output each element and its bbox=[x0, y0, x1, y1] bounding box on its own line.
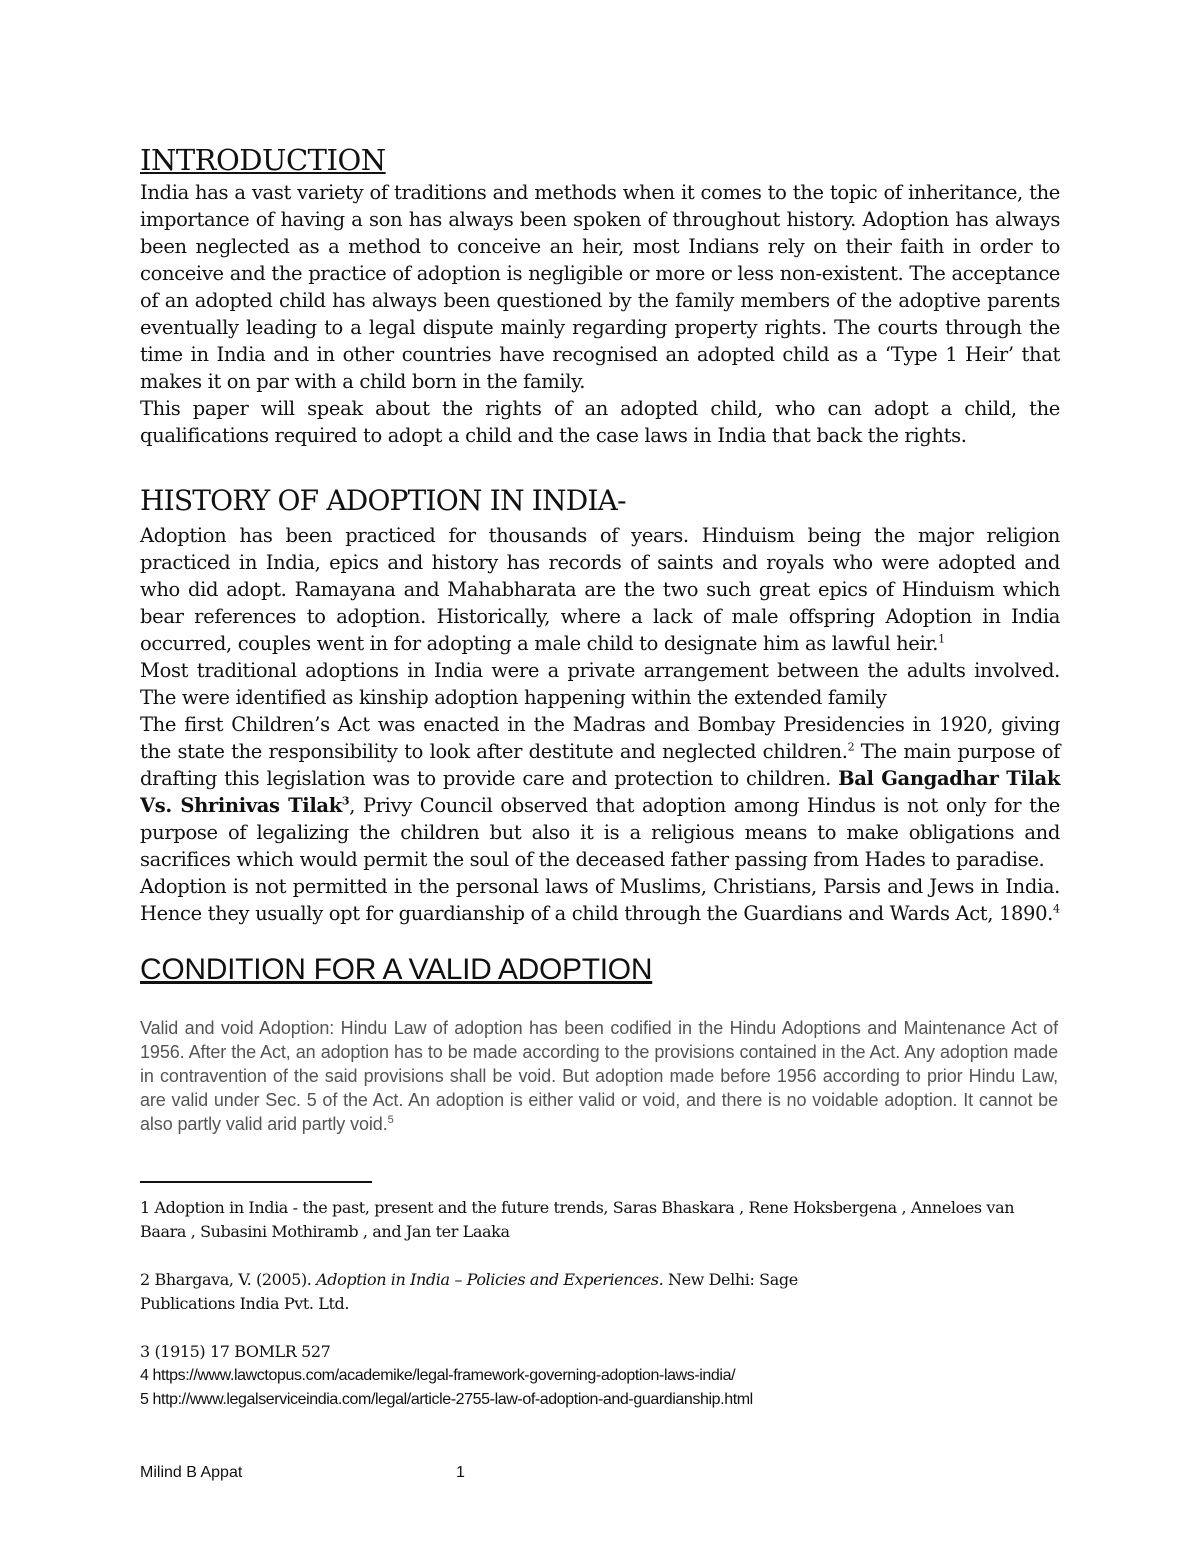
introduction-heading: INTRODUCTION bbox=[140, 143, 386, 177]
footer-author: Milind B Appat bbox=[140, 1464, 243, 1481]
footnote-1: 1 Adoption in India - the past, present and the future trends, Saras Bhaskara , Rene Hoksbergena , Anneloes van Baara , Subasini Mothiramb , and Jan ter Laaka bbox=[140, 1198, 1015, 1241]
footnote-2-line-1 bbox=[140, 1268, 1060, 1292]
footnote-3: 3 (1915) 17 BOMLR 527 bbox=[140, 1342, 331, 1361]
footnote-2-publisher: New Delhi: Sage bbox=[663, 1270, 798, 1289]
footnote-ref-5: 5 bbox=[387, 1114, 394, 1126]
condition-heading: CONDITION FOR A VALID ADOPTION bbox=[140, 953, 653, 986]
footnote-5[interactable]: 5 http://www.legalserviceindia.com/legal/article-2755-law-of-adoption-and-guardianship.html bbox=[140, 1391, 753, 1408]
footnote-4[interactable]: 4 https://www.lawctopus.com/academike/legal-framework-governing-adoption-laws-india/ bbox=[140, 1367, 736, 1384]
footnote-2-title: Adoption in India – Policies and Experiences. bbox=[316, 1270, 664, 1289]
footnote-ref-1: 1 bbox=[938, 632, 945, 646]
history-paragraph-4 bbox=[140, 873, 1060, 927]
footnote-2 bbox=[140, 1268, 1060, 1316]
history-paragraph-3 bbox=[140, 711, 1060, 873]
footnote-ref-4: 4 bbox=[1053, 902, 1060, 916]
history-paragraph-1-text: Adoption has been practiced for thousands of years. Hinduism being the major religion practiced in India, epics and history has records of saints and royals who were adopted and who did adopt. Ramayana and Mahabharata are the two such great epics of Hinduism which bear references to adoption. Historically, where a lack of male offspring Adoption in India occurred, couples went in for adopting a male child to designate him as lawful heir. bbox=[140, 524, 1060, 655]
footnote-ref-3: 3 bbox=[341, 794, 350, 808]
footnote-2-line-2: Publications India Pvt. Ltd. bbox=[140, 1294, 350, 1313]
history-body bbox=[140, 522, 1060, 927]
footnote-separator bbox=[140, 1181, 372, 1183]
introduction-paragraph-1: India has a vast variety of traditions and methods when it comes to the topic of inheritance, the importance of having a son has always been spoken of throughout history. Adoption has always been neglected as a method to conceive an heir, most Indians rely on their faith in order to conceive and the practice of adoption is negligible or more or less non-existent. The acceptance of an adopted child has always been questioned by the family members of the adoptive parents eventually leading to a legal dispute mainly regarding property rights. The courts through the time in India and in other countries have recognised an adopted child as a ‘Type 1 Heir’ that makes it on par with a child born in the family. bbox=[140, 181, 1060, 393]
history-paragraph-3-text-c: , Privy Council observed that adoption among Hindus is not only for the purpose of legalizing the children but also it is a religious means to make obligations and sacrifices which would permit the soul of the deceased father passing from Hades to paradise. bbox=[140, 794, 1060, 871]
footnote-2-author: 2 Bhargava, V. (2005). bbox=[140, 1270, 317, 1289]
history-paragraph-4-text: Adoption is not permitted in the personal laws of Muslims, Christians, Parsis and Jews in India. Hence they usually opt for guardianship of a child through the Guardians and Wards Act, 1890. bbox=[140, 875, 1060, 925]
case-name: Bal Gangadhar Tilak Vs. Shrinivas Tilak bbox=[140, 767, 1060, 817]
footnote-ref-2: 2 bbox=[847, 740, 855, 754]
history-paragraph-3-text-b: The main purpose of drafting this legislation was to provide care and protection to children. bbox=[140, 740, 1060, 790]
condition-body bbox=[140, 1016, 1058, 1136]
history-paragraph-2: Most traditional adoptions in India were a private arrangement between the adults involved. The were identified as kinship adoption happening within the extended family bbox=[140, 659, 1060, 709]
introduction-paragraph-2: This paper will speak about the rights of an adopted child, who can adopt a child, the qualifications required to adopt a child and the case laws in India that back the rights. bbox=[140, 397, 1060, 447]
introduction-body bbox=[140, 179, 1060, 449]
history-paragraph-1 bbox=[140, 522, 1060, 657]
footer-page-number: 1 bbox=[456, 1464, 465, 1481]
condition-paragraph: Valid and void Adoption: Hindu Law of adoption has been codified in the Hindu Adoptions and Maintenance Act of 1956. After the Act, an adoption has to be made according to the provisions contained in the Act. Any adoption made in contravention of the said provisions shall be void. But adoption made before 1956 according to prior Hindu Law, are valid under Sec. 5 of the Act. An adoption is either valid or void, and there is no voidable adoption. It cannot be also partly valid arid partly void. bbox=[140, 1018, 1058, 1134]
history-heading: HISTORY OF ADOPTION IN INDIA- bbox=[140, 484, 626, 517]
history-paragraph-3-text-a: The first Children’s Act was enacted in the Madras and Bombay Presidencies in 1920, giving the state the responsibility to look after destitute and neglected children. bbox=[140, 713, 1060, 763]
